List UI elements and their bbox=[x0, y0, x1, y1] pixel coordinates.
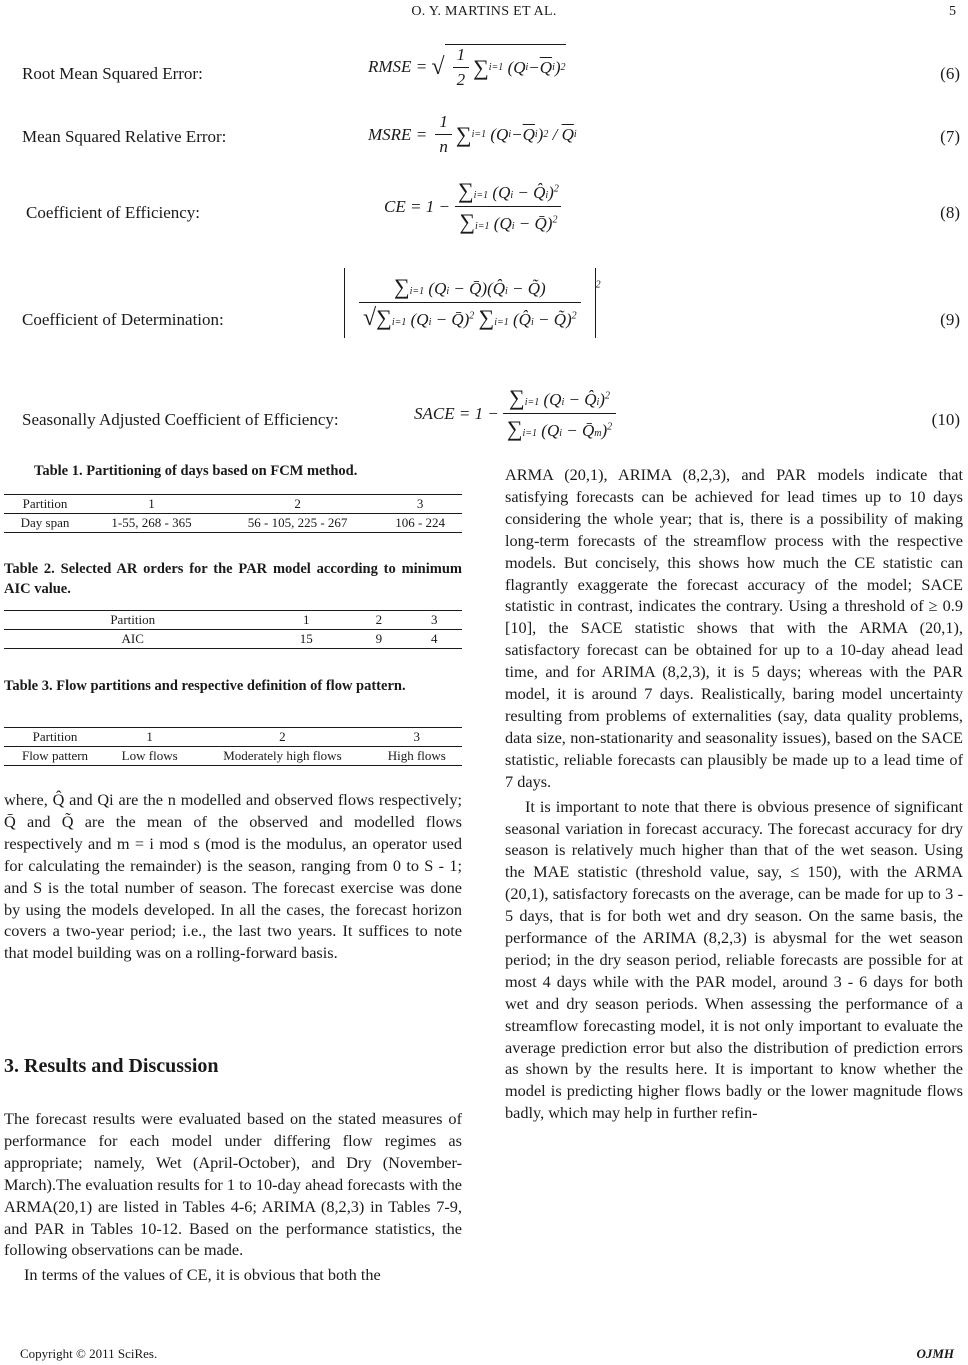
table-cell: 2 bbox=[193, 728, 371, 747]
table-cell: Partition bbox=[4, 611, 261, 630]
equation-cd: $\frac{\sum i=1 (Qi - Q̄)(Q̂i - Q̃)}{√\sum i=1 (Qi - Q̄)^2 \sum i=1 (Q̂i - Q̃)^2}$ $^2$ bbox=[344, 268, 601, 338]
table-cell: 9 bbox=[351, 630, 406, 649]
table2-caption: Table 2. Selected AR orders for the PAR model according to minimum AIC value. bbox=[4, 561, 462, 597]
rmse-symbol: RMSE bbox=[368, 57, 412, 76]
equation-label-cd: Coefficient of Determination: bbox=[22, 310, 224, 329]
page-number: 5 bbox=[949, 4, 956, 19]
equation-number-10: (10) bbox=[931, 410, 960, 429]
body-text: It is important to note that there is obvious presence of significant seasonal variation in forecast accuracy. The forecast accuracy for dry season is relatively much higher than that of the wet season. Using the MAE statistic (threshold value, say, ≤ 150), with the ARMA (20,1), satisfactory forecasts on the average, can be made for up to 3 - 5 days, that is for both wet and dry season. On the same basis, the performance of the ARIMA (8,2,3) is abysmal for the wet season period; in the dry season period, reliable forecasts are possible for at most 4 days while with the PAR model, around 3 - 6 days for both wet and dry season periods. When assessing the performance of a streamflow forecasting model, it is not only important to evaluate the average prediction error but also the distribution of prediction errors as shown by the results here. It is important to know whether the model is predicting higher flows badly or the lower magnitude flows badly, which may help in further refin- bbox=[505, 796, 963, 1123]
table-cell: AIC bbox=[4, 630, 261, 649]
table-cell: 1-55, 268 - 365 bbox=[86, 514, 217, 533]
body-text: The forecast results were evaluated based on the stated measures of performance for each model under differing flow regimes as appropriate; namely, Wet (April-October), and Dry (November-March).The evaluation results for 1 to 10-day ahead forecasts with the ARMA(20,1) are listed in Tables 4-6; ARIMA (8,2,3) in Tables 7-9, and PAR in Tables 10-12. Based on the performance statistics, the following observations can be made. bbox=[4, 1109, 462, 1260]
right-column-text bbox=[505, 464, 963, 1124]
table-cell: Low flows bbox=[106, 747, 193, 766]
left-paragraph-2 bbox=[4, 1108, 462, 1286]
table3 bbox=[4, 727, 462, 766]
table-row bbox=[4, 747, 462, 766]
equation-label-sace: Seasonally Adjusted Coefficient of Efficiency: bbox=[22, 410, 339, 429]
header-authors: O. Y. MARTINS ET AL. bbox=[411, 4, 557, 19]
table-cell: 1 bbox=[106, 728, 193, 747]
table-cell: 3 bbox=[378, 495, 462, 514]
table-header-row bbox=[4, 611, 462, 630]
equation-label-msre: Mean Squared Relative Error: bbox=[22, 127, 227, 146]
equation-number-9: (9) bbox=[940, 310, 960, 329]
table1 bbox=[4, 494, 462, 533]
table-cell: 3 bbox=[372, 728, 462, 747]
journal-abbreviation: OJMH bbox=[916, 1346, 954, 1361]
equation-number-7: (7) bbox=[940, 127, 960, 146]
table-row bbox=[4, 630, 462, 649]
body-text: In terms of the values of CE, it is obvious that both the bbox=[24, 1265, 381, 1285]
left-paragraph-1 bbox=[4, 789, 462, 964]
table-cell: 2 bbox=[351, 611, 406, 630]
copyright-footer: Copyright © 2011 SciRes. bbox=[20, 1346, 158, 1361]
equation-label-rmse: Root Mean Squared Error: bbox=[22, 64, 203, 83]
table-cell: Partition bbox=[4, 495, 86, 514]
body-text: ARMA (20,1), ARIMA (8,2,3), and PAR models indicate that satisfying forecasts can be achieved for lead times up to 10 days considering the whole year; that is, there is a possibility of making long-term forecasts of the streamflow process with the respective models. But concisely, this shows how much the CE statistic can flagrantly exaggerate the forecast accuracy of the model; SACE statistic in contrast, indicates the contrary. Using a threshold of ≥ 0.9 [10], the SACE statistic shows that with the ARMA (20,1), satisfactory forecast can be obtained for up to a 10-day ahead lead time, and for ARIMA (8,2,3), it is 5 days; whereas with the PAR model, it is around 7 days. Realistically, baring model uncertainty resulting from problems of externalities (say, data quality problems, data size, non-stationarity and seasonality issues), based on the SACE statistic, reliable forecasts can plausibly be made up to a lead time of 7 days. bbox=[505, 465, 963, 791]
table-cell: Flow pattern bbox=[4, 747, 106, 766]
equation-ce: CE = 1 − $\frac{\sum i=1 (Qi - Q̂i)^2}{\sum i=1 (Qi - Q̄)^2}$ bbox=[384, 178, 567, 235]
table-cell: 1 bbox=[86, 495, 217, 514]
ce-symbol: CE bbox=[384, 196, 406, 216]
table-cell: 56 - 105, 225 - 267 bbox=[217, 514, 378, 533]
equation-number-6: (6) bbox=[940, 64, 960, 83]
section-heading: 3. Results and Discussion bbox=[4, 1055, 219, 1077]
table-cell: 106 - 224 bbox=[378, 514, 462, 533]
table-header-row bbox=[4, 495, 462, 514]
table-row bbox=[4, 514, 462, 533]
table3-caption: Table 3. Flow partitions and respective definition of flow pattern. bbox=[4, 678, 406, 694]
equation-label-ce: Coefficient of Efficiency: bbox=[26, 203, 201, 222]
table-header-row bbox=[4, 728, 462, 747]
table-cell: 4 bbox=[407, 630, 462, 649]
table-cell: High flows bbox=[372, 747, 462, 766]
table-cell: 1 bbox=[261, 611, 351, 630]
table-cell: Partition bbox=[4, 728, 106, 747]
equation-msre: MSRE = $\frac{1}{n}$ ∑ i=1 (Q i − $\overline{Q}$ i ) 2 / $\overline{Q}$ i bbox=[368, 112, 577, 156]
table-cell: 3 bbox=[407, 611, 462, 630]
equation-rmse: RMSE = √ $\frac{1}{2}$ ∑ i=1 (Q i − $\overline{Q}$ i ) 2 bbox=[368, 45, 566, 89]
table1-caption: Table 1. Partitioning of days based on FCM method. bbox=[34, 463, 358, 479]
table-cell: Moderately high flows bbox=[193, 747, 371, 766]
body-text: where, Q̂ and Qi are the n modelled and observed flows respectively; Q̄ and Q̃ are the mean of the observed and modelled flows respectively and m = i mod s (mod is the modulus, an operator used for calculating the remainder) is the season, ranging from 0 to S - 1; and S is the total number of season. The forecast exercise was done by using the models developed. In all the cases, the forecast horizon covers a two-year period; i.e., the last two years. It suffices to note that model building was on a rolling-forward basis. bbox=[4, 790, 462, 963]
equation-sace: SACE = 1 − $\frac{\sum i=1 (Qi - Q̂i)^2}{\sum i=1 (Qi - Q̄m)^2}$ bbox=[414, 385, 620, 442]
table2 bbox=[4, 610, 462, 649]
msre-symbol: MSRE bbox=[368, 124, 412, 144]
table-cell: 2 bbox=[217, 495, 378, 514]
table-cell: Day span bbox=[4, 514, 86, 533]
equation-number-8: (8) bbox=[940, 203, 960, 222]
table-cell: 15 bbox=[261, 630, 351, 649]
sace-symbol: SACE bbox=[414, 403, 455, 423]
